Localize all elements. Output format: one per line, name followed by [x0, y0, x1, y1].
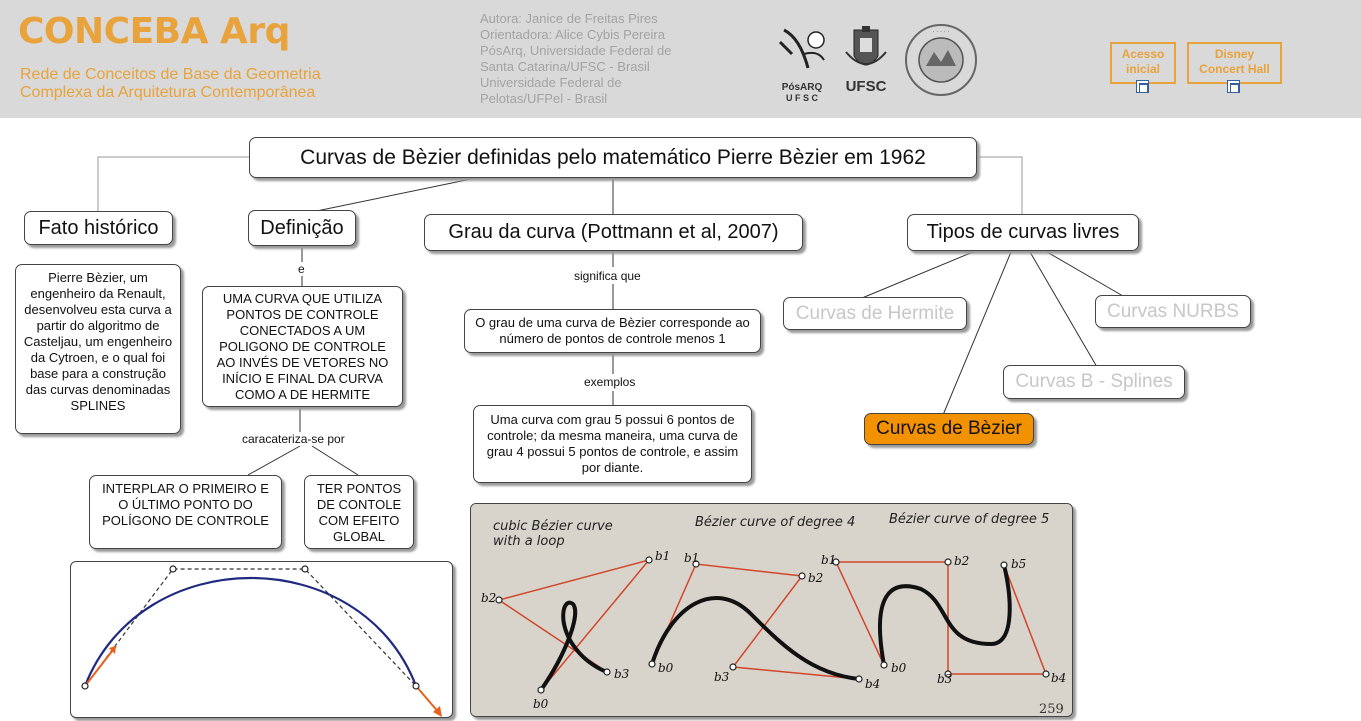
- credit-line: Autora: Janice de Freitas Pires: [480, 11, 658, 26]
- point-label: b2: [954, 554, 970, 568]
- disney-label: Disney: [1214, 47, 1255, 61]
- control-polygon: [85, 569, 416, 686]
- point-label: b4: [1051, 671, 1067, 685]
- interpolar-text[interactable]: INTERPLAR O PRIMEIRO E O ÚLTIMO PONTO DO POLÍGONO DE CONTROLE: [89, 475, 282, 549]
- ufsc-label: UFSC: [845, 78, 887, 95]
- figure-label: with a loop: [493, 534, 565, 549]
- concept-grau-da-curva[interactable]: Grau da curva (Pottmann et al, 2007): [424, 214, 803, 251]
- point-label: b3: [714, 670, 730, 684]
- link-label-significa: significa que: [571, 269, 644, 283]
- posarq-label: PósARQ: [781, 82, 823, 93]
- point-label: b1: [821, 553, 837, 567]
- concept-curvas-nurbs[interactable]: Curvas NURBS: [1095, 295, 1251, 328]
- grau-definicao-text[interactable]: O grau de uma curva de Bèzier corresponde ao número de pontos de controle menos 1: [464, 309, 761, 353]
- svg-text:· · · · ·: · · · · ·: [932, 29, 950, 36]
- point-label: b2: [808, 571, 824, 585]
- control-point: [413, 683, 419, 689]
- page-number: 259: [1039, 702, 1064, 717]
- point-label: b5: [1011, 557, 1027, 571]
- exemplo-text[interactable]: Uma curva com grau 5 possui 6 pontos de controle; da mesma maneira, uma curva de grau 4 possui 5 pontos de controle, e assim por diante.: [473, 405, 752, 483]
- concept-curvas-bsplines[interactable]: Curvas B - Splines: [1003, 365, 1185, 399]
- fato-historico-text[interactable]: Pierre Bèzier, um engenheiro da Renault, desenvolveu esta curva a partir do algoritmo de Casteljau, um engenheiro da Cytroen, e o qual foi base para a construção das curvas denominadas SPLINES: [15, 264, 181, 434]
- credit-line: Orientadora: Alice Cybis Pereira: [480, 27, 665, 42]
- start-tangent: [85, 646, 116, 686]
- controle-global-text[interactable]: TER PONTOS DE CONTOLE COM EFEITO GLOBAL: [304, 475, 414, 549]
- subtitle-line: Rede de Conceitos de Base da Geometria: [20, 66, 321, 83]
- disney-label: Concert Hall: [1199, 62, 1270, 76]
- point-label: b4: [865, 677, 881, 691]
- root-concept[interactable]: Curvas de Bèzier definidas pelo matemático Pierre Bèzier em 1962: [249, 137, 977, 178]
- point-label: b2: [481, 591, 497, 605]
- control-point: [302, 566, 308, 572]
- credit-line: Pelotas/UFPel - Brasil: [480, 91, 608, 106]
- control-point: [170, 566, 176, 572]
- concept-tipos-de-curvas[interactable]: Tipos de curvas livres: [907, 214, 1139, 251]
- bezier-control-diagram: [70, 561, 453, 718]
- figure-label: Bézier curve of degree 4: [695, 515, 856, 530]
- home-label: Acesso: [1121, 47, 1165, 61]
- concept-curvas-hermite[interactable]: Curvas de Hermite: [783, 297, 967, 330]
- concept-curvas-bezier-selected[interactable]: Curvas de Bèzier: [864, 413, 1034, 445]
- point-label: b1: [655, 549, 671, 563]
- credit-line: Santa Catarina/UFSC - Brasil: [480, 59, 650, 74]
- control-point: [82, 683, 88, 689]
- bezier-arc: [85, 578, 416, 686]
- bezier-degree-illustration: [471, 504, 1073, 717]
- credit-line: PósArq, Universidade Federal de: [480, 43, 672, 58]
- point-label: b1: [684, 551, 700, 565]
- app-title: CONCEBA Arq: [18, 11, 290, 52]
- bezier-arc-figure: [71, 562, 453, 718]
- concept-fato-historico[interactable]: Fato histórico: [24, 211, 173, 245]
- link-label-e: e: [295, 262, 308, 276]
- definicao-text[interactable]: UMA CURVA QUE UTILIZA PONTOS DE CONTROLE CONECTADOS A UM POLIGONO DE CONTROLE AO INVÉS DE VETORES NO INÍCIO E FINAL DA CURVA COMO A DE HERMITE: [202, 286, 403, 407]
- point-label: b3: [614, 667, 630, 681]
- link-label-exemplos: exemplos: [581, 375, 638, 389]
- subtitle-line: Complexa da Arquitetura Contemporânea: [20, 84, 316, 101]
- concept-definicao[interactable]: Definição: [248, 210, 356, 246]
- point-label: b0: [533, 697, 549, 711]
- home-label: inicial: [1125, 62, 1160, 76]
- credit-line: Universidade Federal de: [480, 75, 622, 90]
- figure-label: Bézier curve of degree 5: [889, 512, 1050, 527]
- point-label: b0: [658, 661, 674, 675]
- posarq-sublabel: U F S C: [785, 93, 818, 103]
- point-label: b3: [937, 672, 953, 686]
- bezier-degree-figure: [470, 503, 1073, 717]
- figure-label: cubic Bézier curve: [493, 519, 613, 534]
- point-label: b0: [891, 661, 907, 675]
- link-label-caracteriza: caracateriza-se por: [239, 432, 348, 446]
